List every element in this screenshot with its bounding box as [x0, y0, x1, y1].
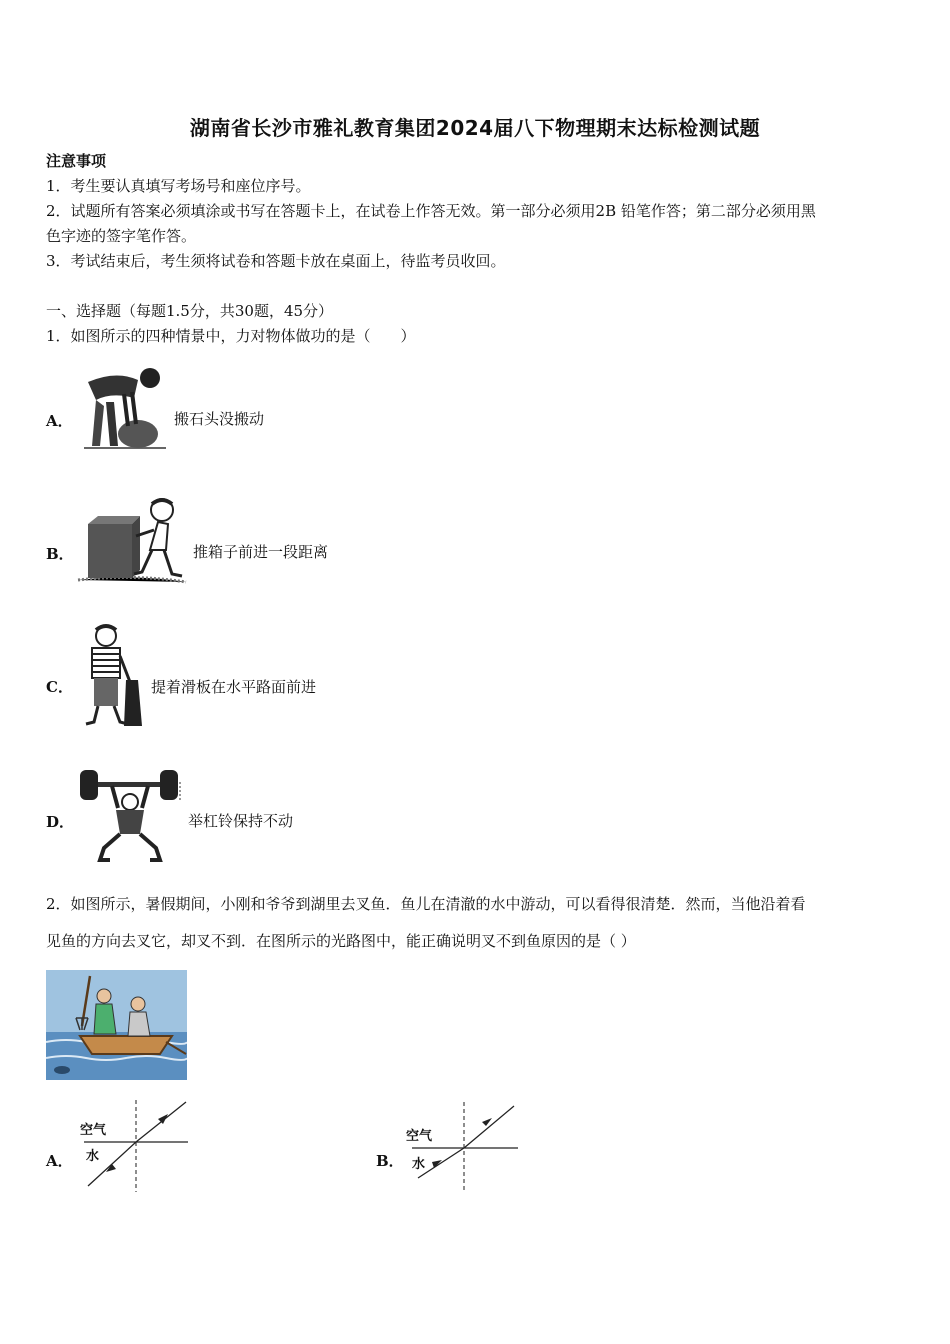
q1-option-c-text: 提着滑板在水平路面前进	[151, 678, 317, 696]
notice-item-2-cont: 色字迹的签字笔作答。	[46, 227, 197, 245]
q2-stem-line2: 见鱼的方向去叉它，却叉不到．在图所示的光路图中，能正确说明叉不到鱼原因的是（ ）	[46, 932, 636, 950]
q1-option-d-text: 举杠铃保持不动	[188, 812, 294, 830]
pushing-box-figure-icon	[74, 494, 189, 586]
fishing-boat-illustration	[46, 970, 187, 1080]
q1-option-a-text: 搬石头没搬动	[174, 410, 265, 428]
weightlifter-figure-icon	[76, 762, 186, 864]
lifting-rock-figure-icon	[76, 362, 171, 454]
notice-heading: 注意事项	[46, 152, 107, 170]
q2-option-b-water-label: 水	[412, 1157, 426, 1172]
page-title: 湖南省长沙市雅礼教育集团2024届八下物理期末达标检测试题	[189, 116, 761, 140]
q1-stem: 1．如图所示的四种情景中，力对物体做功的是（ ）	[46, 327, 416, 345]
q2-option-b-air-label: 空气	[406, 1129, 433, 1144]
section-heading: 一、选择题（每题1.5分，共30题，45分）	[46, 302, 334, 320]
carrying-skateboard-figure-icon	[76, 622, 148, 730]
q2-option-a-light-path-diagram	[76, 1098, 192, 1194]
notice-item-1: 1．考生要认真填写考场号和座位序号。	[46, 177, 311, 195]
q1-option-d-letter: D．	[46, 813, 75, 831]
q2-option-b-light-path-diagram	[404, 1100, 520, 1194]
q2-option-a-air-label: 空气	[80, 1123, 107, 1138]
notice-item-3: 3．考试结束后，考生须将试卷和答题卡放在桌面上，待监考员收回。	[46, 252, 506, 270]
q1-option-a-letter: A．	[46, 412, 73, 430]
q2-stem-line1: 2．如图所示，暑假期间，小刚和爷爷到湖里去叉鱼．鱼儿在清澈的水中游动，可以看得很清楚．然而，当他沿着看	[46, 895, 806, 913]
notice-item-2: 2．试题所有答案必须填涂或书写在答题卡上，在试卷上作答无效。第一部分必须用2B 铅笔作答；第二部分必须用黑	[46, 202, 816, 220]
q1-option-b-text: 推箱子前进一段距离	[193, 543, 329, 561]
q1-option-c-letter: C．	[46, 678, 73, 696]
q2-option-b-letter: B．	[376, 1152, 404, 1170]
q2-option-a-water-label: 水	[86, 1149, 100, 1164]
q1-option-b-letter: B．	[46, 545, 74, 563]
q2-option-a-letter: A．	[46, 1152, 73, 1170]
